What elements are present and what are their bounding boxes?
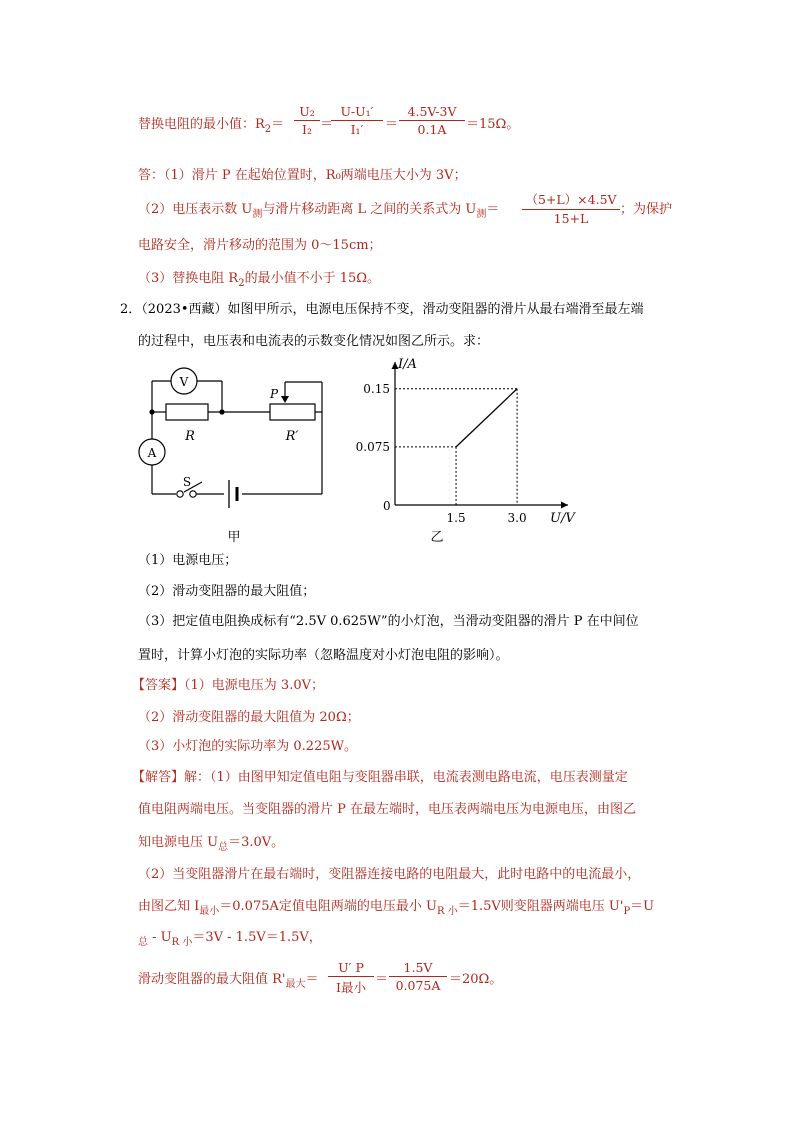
subscript: 测 <box>252 209 263 220</box>
subscript: 2 <box>238 278 245 289</box>
problem-line-2: 的过程中，电压表和电流表的示数变化情况如图乙所示。求： <box>138 334 490 349</box>
question-3a: （3）把定值电阻换成标有“2.5V 0.625W”的小灯泡，当滑动变阻器的滑片 P 在中间位 <box>138 614 639 629</box>
answer-2-range: 电路安全，滑片移动的范围为 0～15cm； <box>138 238 382 253</box>
text: ＝U <box>630 899 655 914</box>
iu-graph <box>350 350 585 545</box>
text: 与滑片移动距离 L 之间的关系式为 U <box>262 202 477 217</box>
denominator: 0.1A <box>417 122 447 137</box>
resistor-r <box>166 404 208 420</box>
solution-line-1 <box>132 769 628 787</box>
answer-block-1 <box>132 677 324 695</box>
x-tick-label: 1.5 <box>446 511 466 525</box>
switch-icon <box>177 491 196 497</box>
text: （2）电压表示数 U <box>138 202 253 217</box>
solution-label: 【解答】 <box>132 770 185 785</box>
slider-arrow <box>281 396 289 403</box>
answer-2-tail: ；为保护 <box>620 202 673 217</box>
solution-line-6 <box>138 929 322 948</box>
answer-label: 【答案】 <box>132 678 185 693</box>
result-15-ohm: ＝15Ω。 <box>466 117 520 132</box>
subscript: R 小 <box>171 937 193 948</box>
ammeter-label: A <box>147 446 157 460</box>
subscript: R 小 <box>436 906 458 917</box>
numerator: 4.5V-3V <box>399 104 465 121</box>
rheostat-label: R′ <box>285 429 299 444</box>
solution-line-5 <box>138 898 654 917</box>
answer-2-line <box>138 201 499 220</box>
junction-dot <box>149 409 154 414</box>
fraction-values-2 <box>389 960 447 993</box>
solution-line-7 <box>138 971 319 990</box>
text: 替换电阻的最小值：R <box>138 117 265 132</box>
switch-label: S <box>182 475 192 489</box>
junction-dot <box>219 409 224 414</box>
fraction-u-u1-i1 <box>331 104 383 137</box>
x-tick-label: 3.0 <box>507 511 527 525</box>
answer-2: （2）滑动变阻器的最大阻值为 20Ω； <box>138 710 360 725</box>
text: ＝3V - 1.5V＝1.5V， <box>192 930 322 945</box>
origin-label: 0 <box>383 499 391 513</box>
question-3b: 置时，计算小灯泡的实际功率（忽略温度对小灯泡电阻的影响）。 <box>138 648 509 663</box>
answer-1: （1）电源电压为 3.0V； <box>184 678 324 693</box>
numerator: （5+L）×4.5V <box>522 190 620 210</box>
text: - U <box>148 930 172 945</box>
fraction-up-imin <box>328 960 374 996</box>
series-line <box>456 389 517 447</box>
denominator: I最小 <box>336 980 366 995</box>
subscript: 总 <box>218 842 229 853</box>
subscript: 测 <box>476 209 487 220</box>
x-axis-label: U/V <box>550 511 575 526</box>
subscript: 总 <box>138 937 148 948</box>
text: 的最小值不小于 15Ω。 <box>244 271 381 286</box>
fraction-values <box>399 104 465 137</box>
rheostat-r-prime <box>270 404 315 420</box>
text: 知电源电压 U <box>138 835 219 850</box>
circuit-diagram <box>130 360 335 545</box>
text: 由图乙知 I <box>138 899 200 914</box>
subscript: 最大 <box>285 979 306 990</box>
question-1: （1）电源电压； <box>138 553 238 568</box>
answer-3: （3）小灯泡的实际功率为 0.225W。 <box>138 739 357 754</box>
numerator: 1.5V <box>389 960 447 977</box>
equals: ＝ <box>271 117 285 132</box>
text: （3）替换电阻 R <box>138 271 239 286</box>
denominator: 0.075A <box>395 978 441 993</box>
subscript: P <box>623 906 631 917</box>
y-tick-label: 0.15 <box>363 381 390 396</box>
subscript: 最小 <box>199 906 220 917</box>
fraction-u2-i2 <box>294 104 320 137</box>
y-tick-label: 0.075 <box>355 439 390 454</box>
answer-3-line <box>138 270 380 289</box>
solution-line-2: 值电阻两端电压。当变阻器的滑片 P 在最左端时，电压表两端电压为电源电压，由图乙 <box>138 802 637 817</box>
equals-sign: ＝ <box>320 117 334 132</box>
text: 解：（1）由图甲知定值电阻与变阻器串联，电流表测电路电流，电压表测量定 <box>184 770 628 785</box>
resistor-label: R <box>185 429 195 444</box>
solution-line-4: （2）当变阻器滑片在最右端时，变阻器连接电路的电阻最大，此时电路中的电流最小， <box>138 867 641 882</box>
text: 滑动变阻器的最大阻值 R' <box>138 972 286 987</box>
question-2: （2）滑动变阻器的最大阻值； <box>138 584 316 599</box>
numerator: U′ P <box>328 960 374 977</box>
solution-line-3 <box>138 834 284 853</box>
result-20-ohm: ＝20Ω。 <box>449 972 503 987</box>
graph-caption: 乙 <box>430 530 444 545</box>
equals-sign: ＝ <box>385 117 399 132</box>
text: ＝0.075A定值电阻两端的电压最小 U <box>219 899 437 914</box>
denominator: I₂ <box>302 122 312 137</box>
numerator: U₂ <box>294 104 320 121</box>
circuit-caption: 甲 <box>227 530 241 545</box>
y-axis-label: I/A <box>398 357 417 372</box>
problem-line-1: 2．（2023•西藏）如图甲所示，电源电压保持不变，滑动变阻器的滑片从最右端滑至最左端 <box>120 302 644 317</box>
numerator: U-U₁′ <box>331 104 383 121</box>
min-resistance-line <box>138 116 284 135</box>
text: ＝1.5V则变阻器两端电压 U' <box>457 899 624 914</box>
fraction-relation <box>522 190 620 226</box>
battery-icon <box>229 480 237 508</box>
subscript: 2 <box>264 124 272 135</box>
denominator: I₁′ <box>350 122 364 137</box>
slider-label: P <box>269 387 279 401</box>
text: ＝3.0V。 <box>228 835 285 850</box>
denominator: 15+L <box>553 211 589 226</box>
answer-head: 答：（1）滑片 P 在起始位置时，R₀两端电压大小为 3V； <box>138 168 467 183</box>
equals-sign: ＝ <box>375 972 389 987</box>
voltmeter-label: V <box>179 375 189 389</box>
equals: ＝ <box>305 972 319 987</box>
equals: ＝ <box>486 202 500 217</box>
